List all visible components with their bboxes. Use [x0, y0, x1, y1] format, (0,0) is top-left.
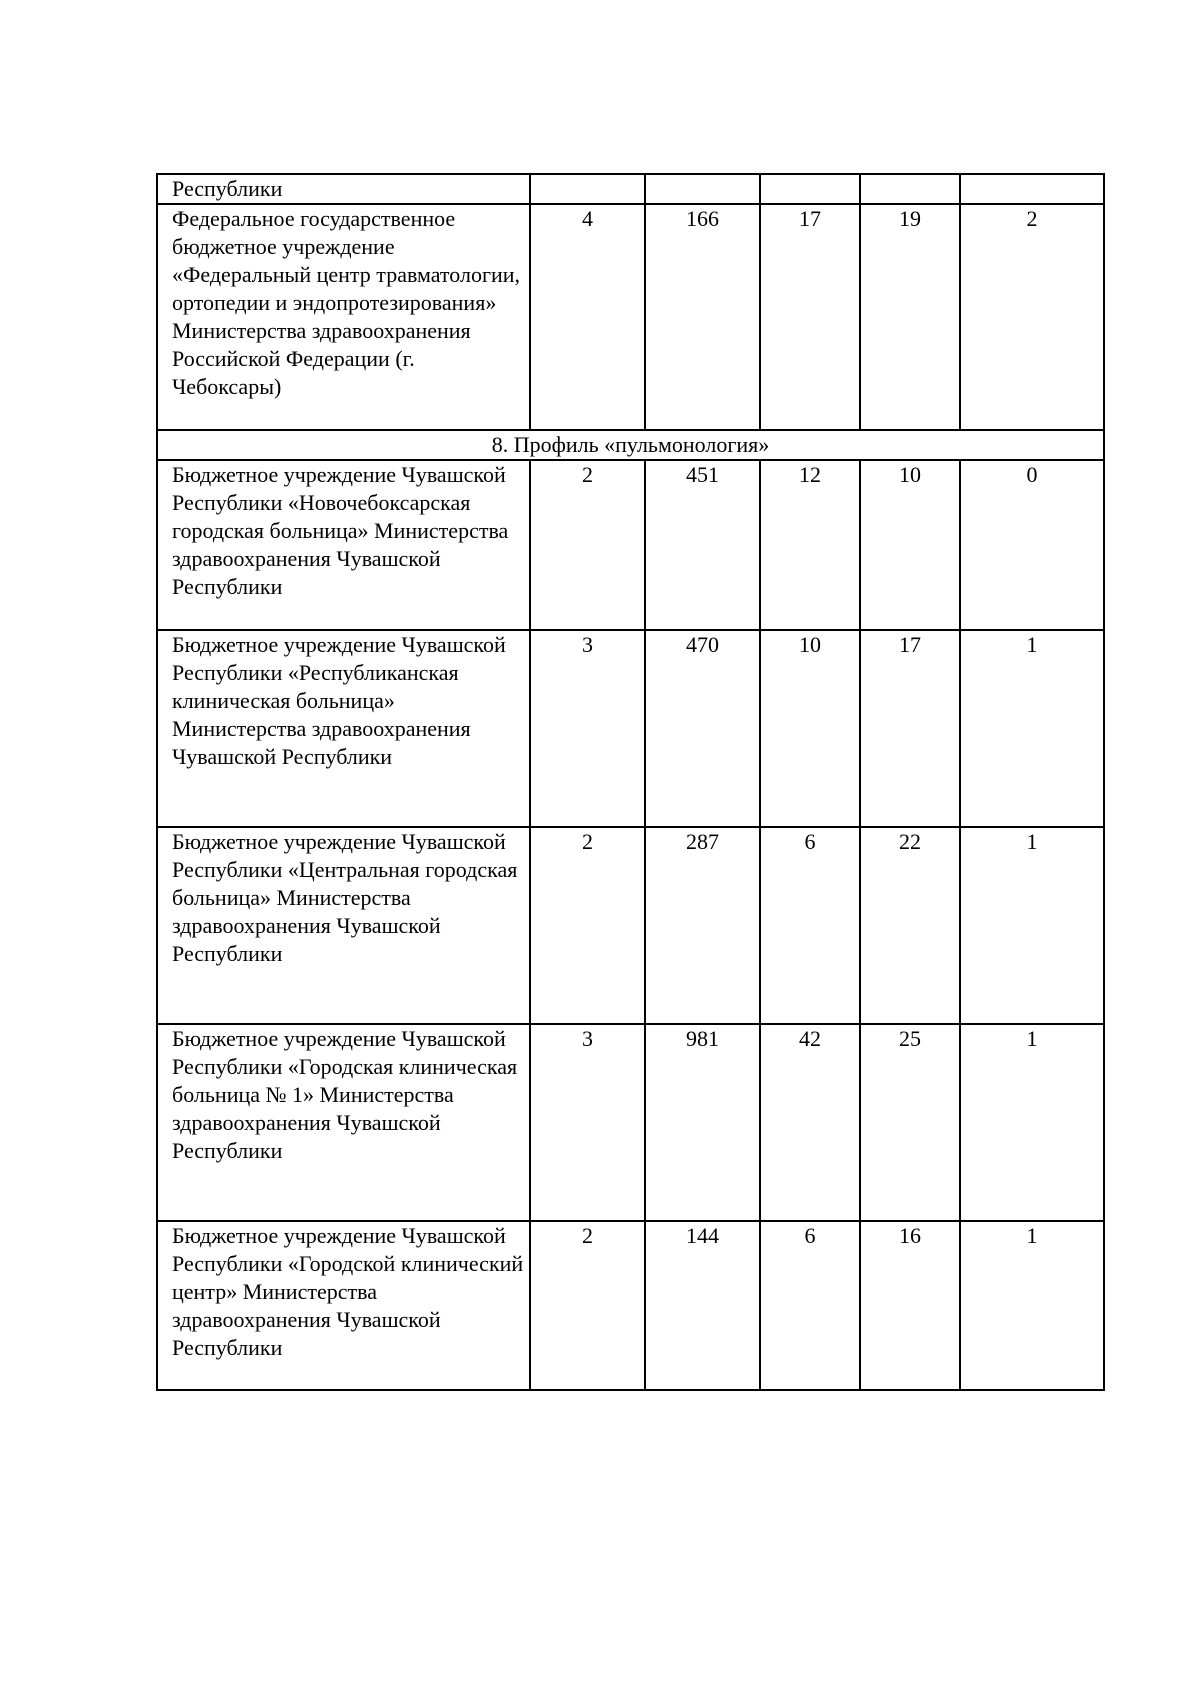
table-row [157, 1221, 1104, 1390]
value-cell-2: 981 [645, 1024, 760, 1221]
value-cell-4: 25 [860, 1024, 960, 1221]
value-cell-1: 2 [530, 1221, 645, 1390]
value-cell-2: 166 [645, 204, 760, 430]
value-cell-2: 451 [645, 460, 760, 630]
value-cell-2: 470 [645, 630, 760, 827]
value-cell-5: 2 [960, 204, 1104, 430]
value-cell-5: 1 [960, 630, 1104, 827]
institution-name-cell: Бюджетное учреждение Чувашской Республики «Новочебоксарская городская больница» Министерства здравоохранения Чувашской Республики [157, 460, 530, 630]
section-row [157, 430, 1104, 460]
institution-name-cell: Бюджетное учреждение Чувашской Республики «Республиканская клиническая больница» Министерства здравоохранения Чувашской Республики [157, 630, 530, 827]
institution-name-cell: Бюджетное учреждение Чувашской Республики «Городской клинический центр» Министерства здравоохранения Чувашской Республики [157, 1221, 530, 1390]
value-cell-3: 10 [760, 630, 860, 827]
value-cell-3 [760, 174, 860, 204]
value-cell-3: 6 [760, 1221, 860, 1390]
value-cell-1: 3 [530, 1024, 645, 1221]
value-cell-5: 1 [960, 1221, 1104, 1390]
value-cell-4: 22 [860, 827, 960, 1024]
value-cell-4: 19 [860, 204, 960, 430]
value-cell-3: 12 [760, 460, 860, 630]
value-cell-4: 16 [860, 1221, 960, 1390]
value-cell-3: 17 [760, 204, 860, 430]
table-row [157, 204, 1104, 430]
value-cell-2: 144 [645, 1221, 760, 1390]
table-row [157, 460, 1104, 630]
value-cell-1: 3 [530, 630, 645, 827]
value-cell-1: 2 [530, 460, 645, 630]
value-cell-5: 1 [960, 1024, 1104, 1221]
value-cell-2: 287 [645, 827, 760, 1024]
value-cell-4: 10 [860, 460, 960, 630]
value-cell-4 [860, 174, 960, 204]
value-cell-5 [960, 174, 1104, 204]
institution-name-cell: Бюджетное учреждение Чувашской Республики «Центральная городская больница» Министерства здравоохранения Чувашской Республики [157, 827, 530, 1024]
institution-name-cell: Федеральное государственное бюджетное учреждение «Федеральный центр травматологии, ортопедии и эндопротезирования» Министерства здравоохранения Российской Федерации (г. Чебоксары) [157, 204, 530, 430]
table-row [157, 174, 1104, 204]
value-cell-1: 4 [530, 204, 645, 430]
institution-name-cell: Бюджетное учреждение Чувашской Республики «Городская клиническая больница № 1» Министерства здравоохранения Чувашской Республики [157, 1024, 530, 1221]
table-row [157, 630, 1104, 827]
statistics-table [156, 173, 1105, 1391]
institution-name-cell: Республики [157, 174, 530, 204]
value-cell-5: 0 [960, 460, 1104, 630]
value-cell-1: 2 [530, 827, 645, 1024]
table-row [157, 827, 1104, 1024]
value-cell-4: 17 [860, 630, 960, 827]
value-cell-3: 42 [760, 1024, 860, 1221]
value-cell-1 [530, 174, 645, 204]
value-cell-2 [645, 174, 760, 204]
value-cell-3: 6 [760, 827, 860, 1024]
value-cell-5: 1 [960, 827, 1104, 1024]
section-title: 8. Профиль «пульмонология» [157, 430, 1104, 460]
table-row [157, 1024, 1104, 1221]
